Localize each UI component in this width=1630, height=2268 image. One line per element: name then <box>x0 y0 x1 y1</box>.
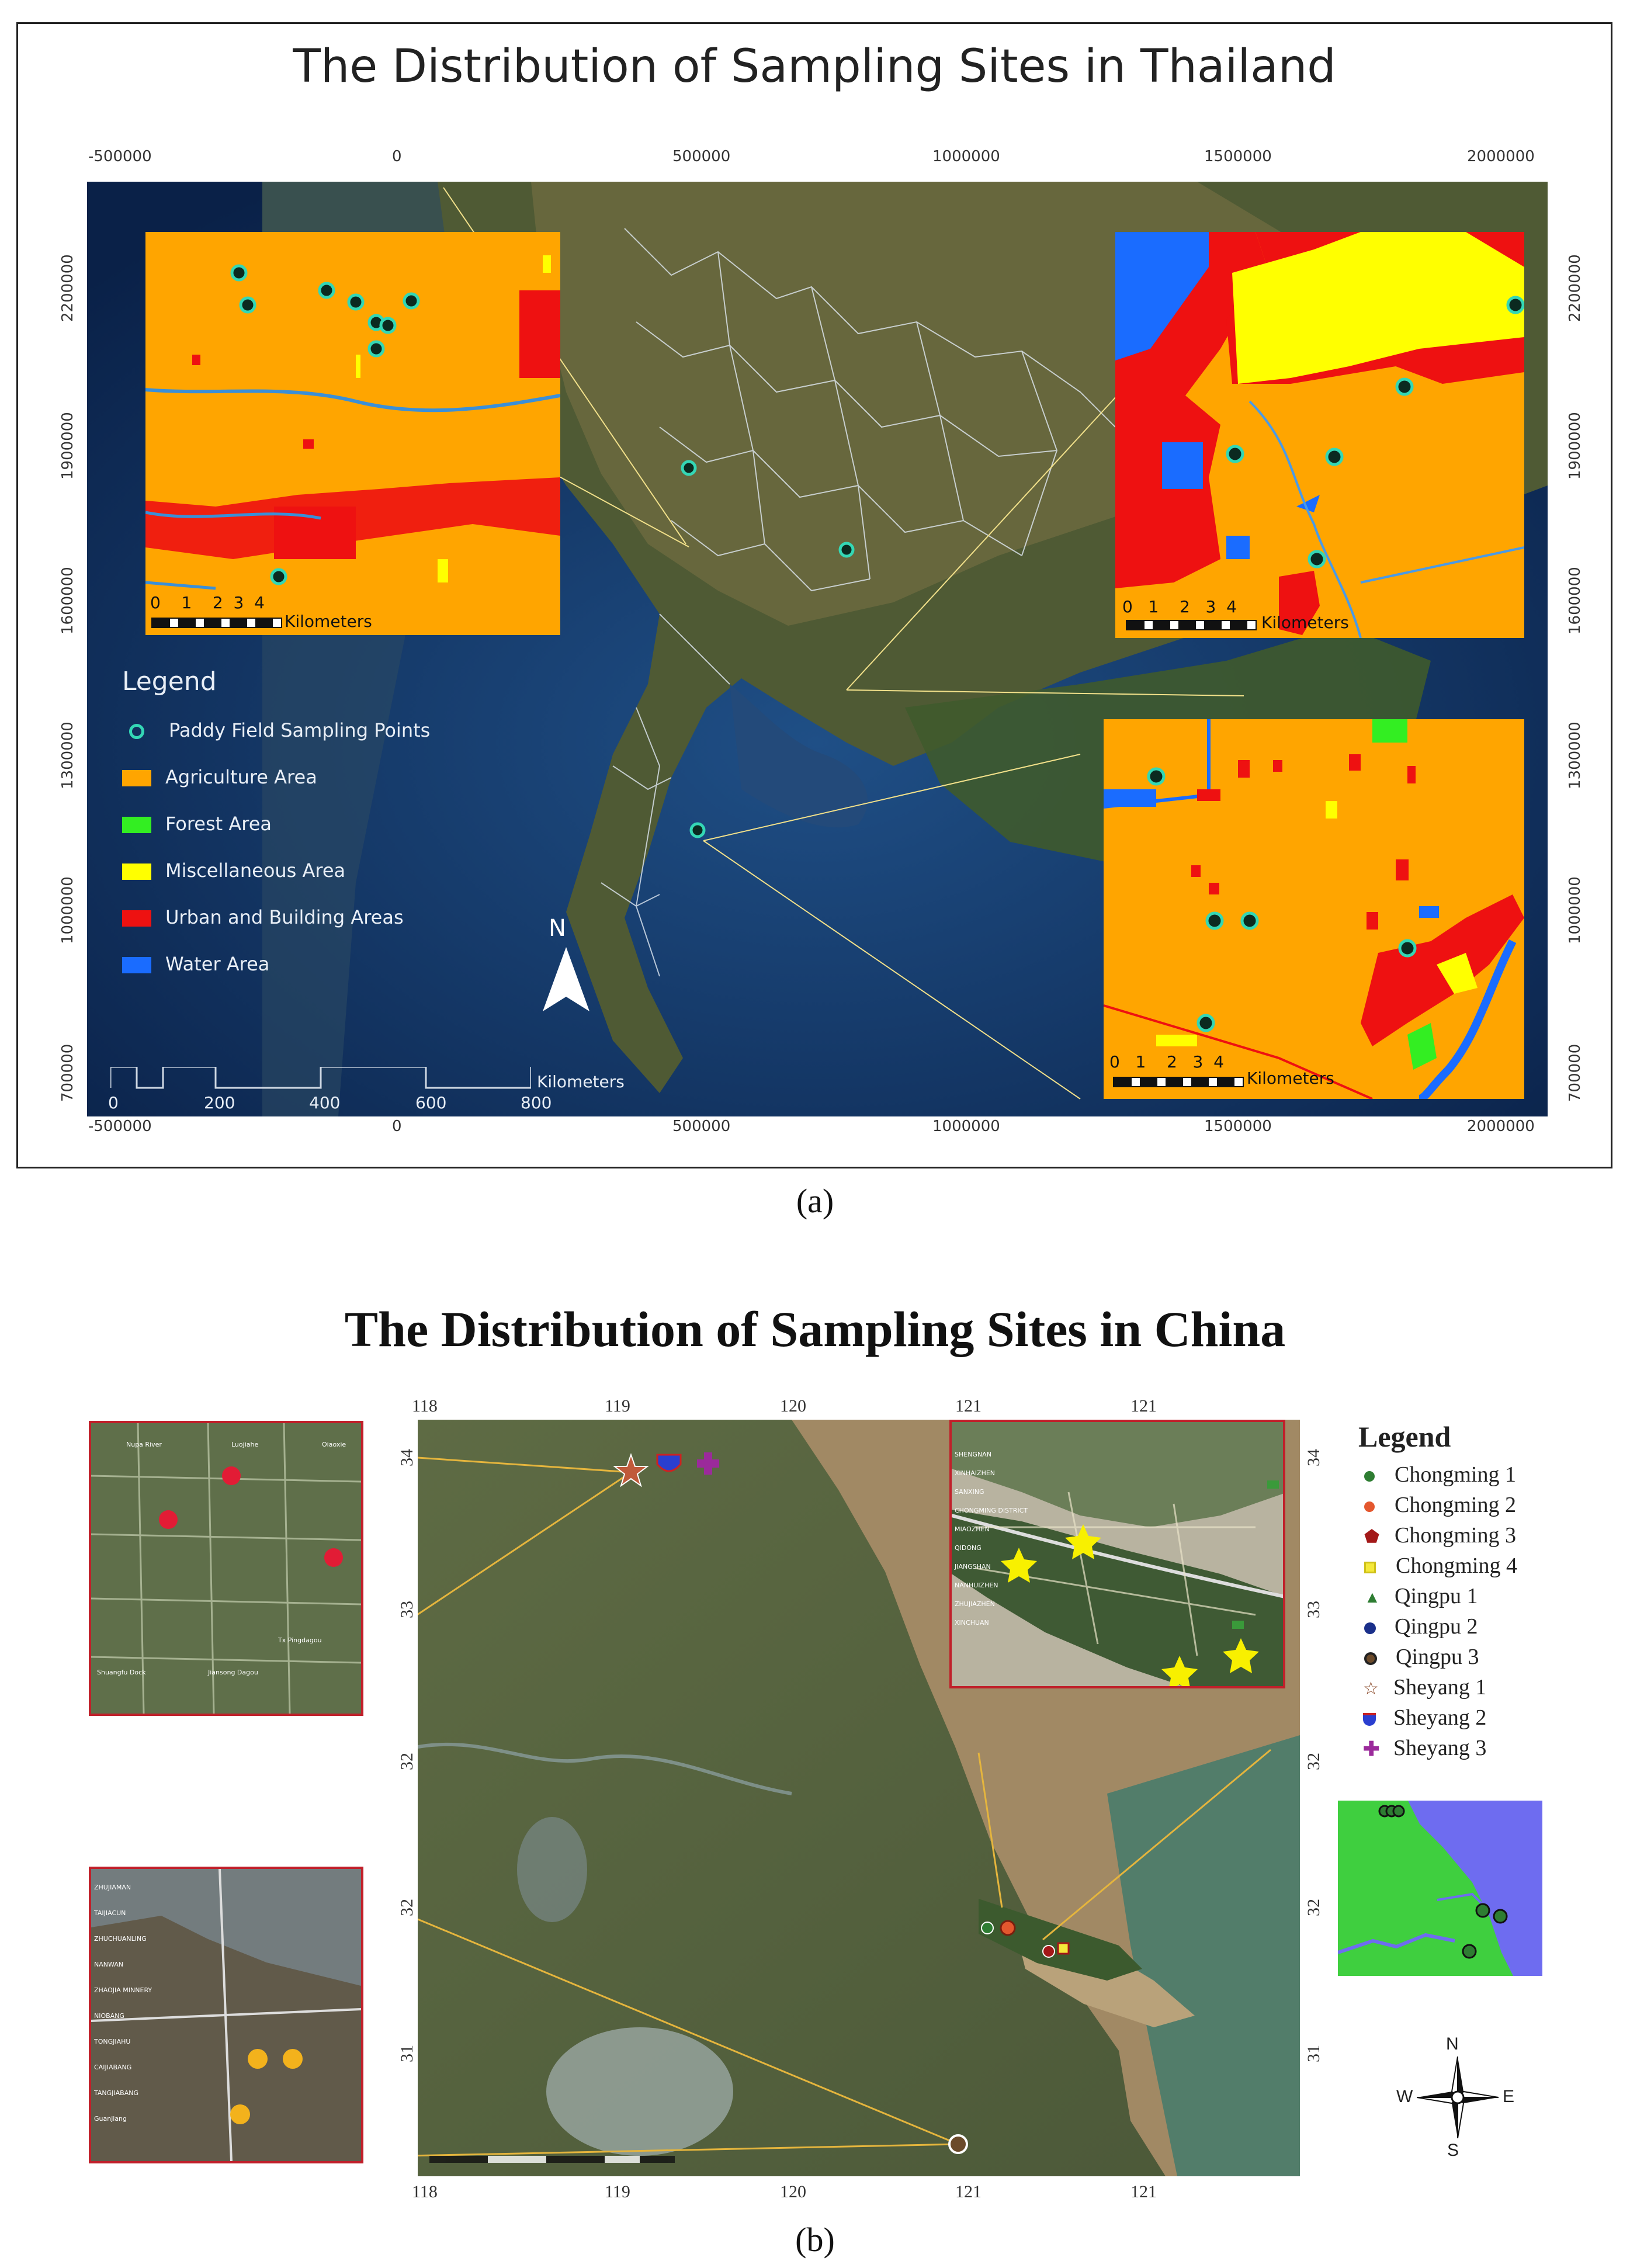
scale-tick: 1 <box>1135 1052 1146 1071</box>
x-tick-bottom: 500000 <box>672 1118 731 1135</box>
main-scale-tick: 800 <box>521 1093 552 1112</box>
inset-map-south <box>1104 719 1524 1099</box>
legend-swatch <box>122 770 151 786</box>
main-scale-bar <box>110 1067 531 1090</box>
legend-title: Legend <box>122 667 217 696</box>
legend-label: Forest Area <box>165 813 272 835</box>
legend-item-water <box>122 941 461 987</box>
place-label: JIANGSHAN <box>955 1563 991 1570</box>
legend-label: Chongming 2 <box>1395 1493 1516 1517</box>
place-label: CAIJIABANG <box>94 2064 132 2071</box>
place-label: SANXING <box>955 1488 984 1496</box>
inset-northeast-scale-bar <box>1126 620 1257 630</box>
scale-tick: 4 <box>1213 1052 1224 1071</box>
place-label: Shuangfu Dock <box>97 1669 146 1676</box>
x-tick-bottom: 121 <box>955 2182 982 2201</box>
legend-label: Sheyang 3 <box>1393 1736 1487 1760</box>
y-tick-left: 2200000 <box>59 254 77 322</box>
legend-circle-icon <box>1364 1652 1377 1665</box>
legend-label: Qingpu 2 <box>1395 1614 1478 1639</box>
x-tick-top: 2000000 <box>1467 148 1535 165</box>
inset-north-scale-bar <box>151 618 282 628</box>
inset-south-landcover <box>1104 719 1524 1099</box>
place-label: TANGJIABANG <box>94 2089 138 2097</box>
scale-tick: 4 <box>1226 597 1237 616</box>
inset-north-scale-ticks <box>150 593 265 612</box>
legend-swatch <box>122 817 151 833</box>
legend-item-sampling-points <box>122 707 461 754</box>
legend-triangle-icon: ▲ <box>1364 1589 1381 1607</box>
compass-n-label: N <box>1446 2034 1459 2054</box>
x-tick-bottom: 119 <box>605 2182 630 2201</box>
legend-item-agriculture <box>122 754 461 800</box>
inset-northeast-scale-ticks <box>1122 597 1237 616</box>
scale-tick: 2 <box>212 593 223 612</box>
y-tick-left: 33 <box>397 1601 417 1618</box>
legend-point-icon <box>129 724 144 739</box>
thailand-map-title: The Distribution of Sampling Sites in Thailand <box>293 40 1336 93</box>
legend-label: Paddy Field Sampling Points <box>169 719 431 741</box>
inset-south-scale-unit: Kilometers <box>1247 1069 1334 1088</box>
x-tick-top: -500000 <box>88 148 152 165</box>
scale-tick: 1 <box>181 593 192 612</box>
legend-item-chongming-3 <box>1358 1520 1615 1551</box>
legend-label: Sheyang 1 <box>1393 1675 1487 1700</box>
scale-tick: 0 <box>1109 1052 1120 1071</box>
x-tick-bottom: 118 <box>412 2182 438 2201</box>
y-tick-right: 1600000 <box>1566 567 1584 634</box>
legend-item-qingpu-1 <box>1358 1581 1615 1611</box>
x-tick-top: 121 <box>955 1396 982 1416</box>
inset-qingpu <box>89 1867 363 2163</box>
legend-star-icon: ☆ <box>1363 1679 1379 1699</box>
y-tick-right: 1900000 <box>1566 412 1584 480</box>
inset-north-scale-unit: Kilometers <box>285 612 372 631</box>
x-tick-top: 500000 <box>672 148 731 165</box>
north-arrow-icon <box>543 947 589 1011</box>
legend-cross-icon: ✚ <box>1363 1739 1380 1761</box>
x-tick-top: 1500000 <box>1204 148 1272 165</box>
inset-northeast-landcover <box>1115 232 1524 638</box>
scale-tick: 2 <box>1166 1052 1177 1071</box>
caption-b: (b) <box>795 2221 835 2259</box>
scale-tick: 0 <box>1122 597 1133 616</box>
china-map-title: The Distribution of Sampling Sites in China <box>344 1301 1286 1357</box>
compass-rose-icon <box>1417 2057 1499 2138</box>
legend-label: Chongming 1 <box>1395 1462 1516 1487</box>
place-label: TONGJIAHU <box>94 2038 131 2045</box>
y-tick-left: 32 <box>397 1753 417 1770</box>
y-tick-left: 1300000 <box>59 722 77 789</box>
legend-item-chongming-4 <box>1358 1551 1615 1581</box>
inset-sheyang <box>89 1421 363 1716</box>
x-tick-bottom: 2000000 <box>1467 1118 1535 1135</box>
legend-circle-icon <box>1364 1471 1375 1482</box>
main-scale-tick: 200 <box>204 1093 235 1112</box>
chongming-1-marker <box>982 1922 993 1934</box>
locator-map <box>1338 1801 1542 1976</box>
legend-swatch <box>122 910 151 927</box>
north-label: N <box>549 915 566 942</box>
legend-pentagon-icon: ⬟ <box>1364 1527 1380 1547</box>
x-tick-top: 120 <box>780 1396 806 1416</box>
y-tick-right: 32 <box>1304 1753 1323 1770</box>
place-label: QIDONG <box>955 1544 982 1552</box>
x-tick-bottom: -500000 <box>88 1118 152 1135</box>
thailand-map-frame <box>16 22 1612 1168</box>
inset-sheyang-marker <box>222 1466 241 1485</box>
place-label: NIOBANG <box>94 2012 124 2020</box>
legend-shield-icon <box>1363 1713 1376 1726</box>
y-tick-right: 1000000 <box>1566 876 1584 944</box>
y-tick-left: 31 <box>397 2045 417 2062</box>
legend-circle-icon <box>1364 1501 1375 1512</box>
compass-s-label: S <box>1447 2141 1459 2160</box>
legend-swatch <box>122 957 151 973</box>
x-tick-bottom: 0 <box>392 1118 402 1135</box>
legend-item-chongming-1 <box>1358 1459 1615 1490</box>
place-label: XINHAIZHEN <box>955 1469 996 1477</box>
place-label: ZHUJIAMAN <box>94 1884 131 1891</box>
compass-e-label: E <box>1503 2087 1515 2106</box>
y-tick-left: 1000000 <box>59 876 77 944</box>
y-tick-left: 1900000 <box>59 412 77 480</box>
x-tick-bottom: 1500000 <box>1204 1118 1272 1135</box>
inset-map-northeast <box>1115 232 1524 638</box>
legend-square-icon <box>1364 1562 1376 1573</box>
place-label: CHONGMING DISTRICT <box>955 1507 1028 1514</box>
qingpu-3-marker <box>949 2135 967 2153</box>
place-label: Oiaoxie <box>322 1441 346 1448</box>
legend-item-sheyang-2 <box>1358 1702 1615 1733</box>
main-scale-tick: 0 <box>108 1093 119 1112</box>
main-scale-tick: 400 <box>309 1093 341 1112</box>
inset-map-north <box>145 232 560 635</box>
china-legend <box>1358 1420 1615 1763</box>
caption-a: (a) <box>796 1182 834 1220</box>
place-label: NANHUIZHEN <box>955 1582 998 1589</box>
y-tick-right: 31 <box>1304 2045 1323 2062</box>
y-tick-left: 1600000 <box>59 567 77 634</box>
inset-sheyang-marker <box>324 1548 343 1567</box>
legend-label: Miscellaneous Area <box>165 859 346 882</box>
x-tick-top: 119 <box>605 1396 630 1416</box>
thailand-satellite-map <box>87 182 1548 1116</box>
scale-tick: 1 <box>1148 597 1159 616</box>
legend-circle-icon <box>1364 1622 1376 1634</box>
inset-qingpu-labels <box>94 1875 152 2132</box>
scale-tick: 3 <box>233 593 244 612</box>
legend-label: Water Area <box>165 953 270 975</box>
inset-chongming <box>949 1420 1285 1688</box>
inset-northeast-scale-unit: Kilometers <box>1261 613 1349 632</box>
sheyang-2-marker <box>657 1455 681 1471</box>
x-tick-bottom: 120 <box>780 2182 806 2201</box>
thailand-legend <box>122 667 461 987</box>
inset-chongming-labels <box>955 1445 1028 1632</box>
y-tick-right: 32 <box>1304 1899 1323 1916</box>
legend-item-chongming-2 <box>1358 1490 1615 1520</box>
legend-item-forest <box>122 800 461 847</box>
scale-tick: 2 <box>1179 597 1190 616</box>
x-tick-bottom: 121 <box>1130 2182 1157 2201</box>
place-label: Nupa River <box>126 1441 162 1448</box>
place-label: Luojiahe <box>231 1441 259 1448</box>
x-tick-top: 0 <box>392 148 402 165</box>
china-satellite-map <box>418 1420 1300 2176</box>
chongming-3-marker <box>1043 1946 1055 1957</box>
legend-label: Qingpu 3 <box>1396 1645 1479 1669</box>
legend-item-qingpu-2 <box>1358 1611 1615 1642</box>
place-label: SHENGNAN <box>955 1451 991 1458</box>
legend-item-sheyang-1 <box>1358 1672 1615 1702</box>
legend-label: Chongming 4 <box>1396 1553 1517 1578</box>
legend-item-miscellaneous <box>122 847 461 894</box>
chongming-4-marker <box>1058 1943 1069 1954</box>
legend-label: Sheyang 2 <box>1393 1705 1487 1730</box>
place-label: ZHUCHUANLING <box>94 1935 147 1943</box>
y-tick-right: 2200000 <box>1566 254 1584 322</box>
inset-south-scale-ticks <box>1109 1052 1224 1071</box>
x-tick-bottom: 1000000 <box>932 1118 1000 1135</box>
place-label: Guanjiang <box>94 2115 127 2123</box>
place-label: Tx Pingdagou <box>278 1636 322 1644</box>
legend-item-urban <box>122 894 461 941</box>
y-tick-right: 33 <box>1304 1601 1323 1618</box>
china-scale-bar <box>429 2156 675 2163</box>
y-tick-right: 34 <box>1304 1449 1323 1466</box>
scale-tick: 3 <box>1205 597 1216 616</box>
legend-label: Urban and Building Areas <box>165 906 404 928</box>
place-label: Jiansong Dagou <box>208 1669 258 1676</box>
x-tick-top: 118 <box>412 1396 438 1416</box>
inset-sheyang-marker <box>159 1510 178 1529</box>
place-label: XINCHUAN <box>955 1619 989 1627</box>
legend-label: Qingpu 1 <box>1395 1584 1478 1608</box>
legend-label: Chongming 3 <box>1395 1523 1516 1548</box>
place-label: ZHUJIAZHEN <box>955 1600 995 1608</box>
y-tick-right: 1300000 <box>1566 722 1584 789</box>
scale-tick: 0 <box>150 593 161 612</box>
y-tick-left: 700000 <box>59 1043 77 1102</box>
legend-label: Agriculture Area <box>165 766 317 788</box>
scale-tick: 3 <box>1192 1052 1204 1071</box>
place-label: MIAOZHEN <box>955 1525 990 1533</box>
main-scale-tick: 600 <box>415 1093 447 1112</box>
legend-swatch <box>122 863 151 880</box>
y-tick-left: 32 <box>397 1899 417 1916</box>
compass-w-label: W <box>1396 2087 1413 2106</box>
legend-item-sheyang-3 <box>1358 1733 1615 1763</box>
chongming-2-marker <box>1001 1921 1015 1935</box>
y-tick-right: 700000 <box>1566 1043 1584 1102</box>
legend-title: Legend <box>1358 1420 1451 1453</box>
main-scale-unit: Kilometers <box>537 1072 625 1091</box>
inset-south-scale-bar <box>1113 1077 1244 1087</box>
x-tick-top: 1000000 <box>932 148 1000 165</box>
place-label: NANWAN <box>94 1961 124 1968</box>
legend-item-qingpu-3 <box>1358 1642 1615 1672</box>
x-tick-top: 121 <box>1130 1396 1157 1416</box>
inset-north-landcover <box>145 232 560 635</box>
y-tick-left: 34 <box>397 1449 417 1466</box>
place-label: ZHAOJIA MINNERY <box>94 1986 152 1994</box>
locator-map-graphic <box>1338 1801 1542 1976</box>
scale-tick: 4 <box>254 593 265 612</box>
place-label: TAIJIACUN <box>94 1909 126 1917</box>
